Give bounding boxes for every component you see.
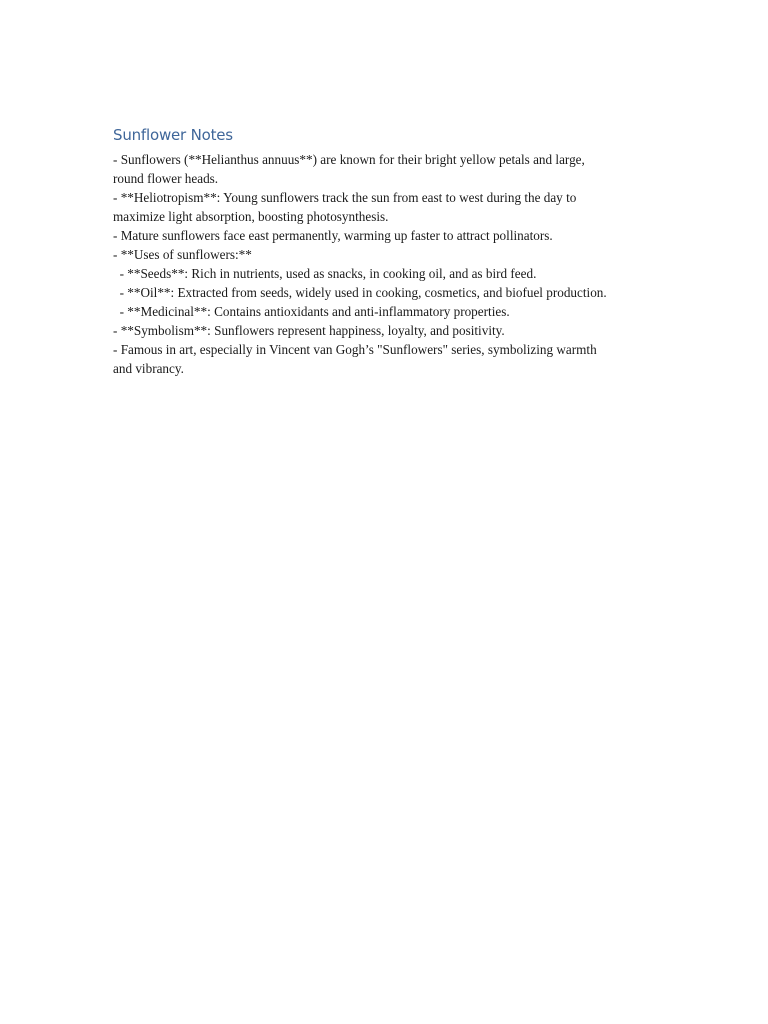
note-line: maximize light absorption, boosting photosynthesis. [113, 209, 389, 224]
document-body [113, 124, 658, 378]
note-line: - Famous in art, especially in Vincent van Gogh’s "Sunflowers" series, symbolizing warmth [113, 342, 597, 357]
document-title: Sunflower Notes [113, 126, 233, 144]
note-line: - **Oil**: Extracted from seeds, widely used in cooking, cosmetics, and biofuel production. [113, 285, 607, 300]
note-line: - **Medicinal**: Contains antioxidants and anti-inflammatory properties. [113, 304, 510, 319]
note-line: round flower heads. [113, 171, 219, 186]
note-line: - Mature sunflowers face east permanently, warming up faster to attract pollinators. [113, 228, 553, 243]
note-line: - Sunflowers (**Helianthus annuus**) are known for their bright yellow petals and large, [113, 152, 585, 167]
note-line: and vibrancy. [113, 361, 184, 376]
note-line: - **Seeds**: Rich in nutrients, used as snacks, in cooking oil, and as bird feed. [113, 266, 537, 281]
note-line: - **Heliotropism**: Young sunflowers track the sun from east to west during the day to [113, 190, 577, 205]
note-line: - **Symbolism**: Sunflowers represent happiness, loyalty, and positivity. [113, 323, 505, 338]
note-line: - **Uses of sunflowers:** [113, 247, 252, 262]
